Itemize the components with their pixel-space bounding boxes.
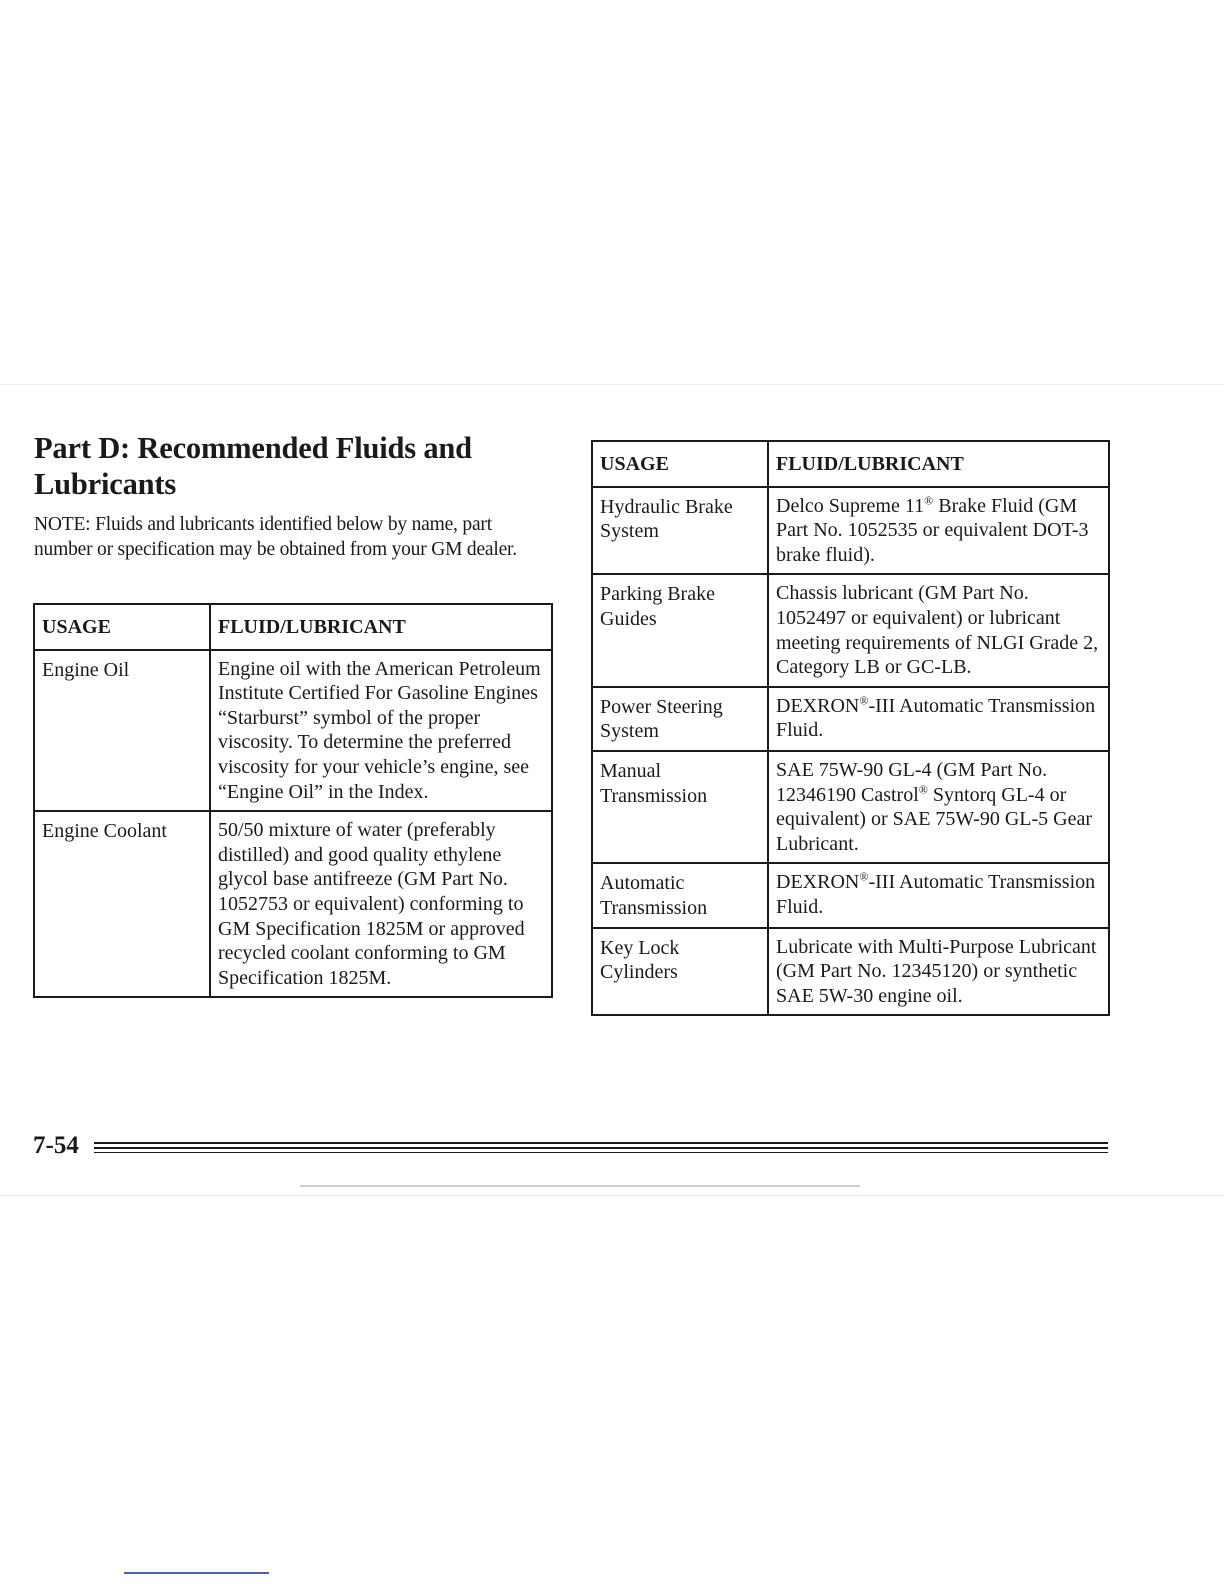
fluid-text: Syntorq GL-4 or equivalent) or SAE 75W-90 GL-5 Gear Lubricant. (776, 783, 1093, 855)
fluid-text: -III Automatic Transmission Fluid. (776, 871, 1096, 918)
fluid-text: -III Automatic Transmission Fluid. (776, 694, 1096, 742)
usage-cell: Parking Brake Guides (592, 574, 768, 686)
usage-cell: Hydraulic Brake System (592, 487, 768, 575)
footer-rule (94, 1142, 1108, 1144)
section-heading: Part D: Recommended Fluids and Lubricants (34, 431, 472, 501)
fluid-cell (768, 487, 1109, 575)
fluid-column-header: FLUID/LUBRICANT (210, 604, 552, 650)
note-paragraph: NOTE: Fluids and lubricants identified below by name, part number or specification may be obtained from your GM dealer. (34, 514, 517, 560)
fluid-text: Lubricate with Multi-Purpose Lubricant (GM Part No. 12345120) or synthetic SAE 5W-30 engine oil. (776, 935, 1097, 1007)
page-number: 7-54 (33, 1132, 79, 1159)
fluids-table-left (33, 603, 553, 998)
registered-mark: ® (924, 492, 934, 507)
fluid-text: DEXRON (776, 871, 860, 894)
fluid-column-header: FLUID/LUBRICANT (768, 441, 1109, 487)
usage-cell: Power Steering System (592, 687, 768, 751)
registered-mark: ® (859, 869, 869, 884)
table-header-row (592, 441, 1109, 487)
table-row (34, 811, 552, 997)
usage-cell: Key Lock Cylinders (592, 928, 768, 1016)
usage-cell: Engine Coolant (34, 811, 210, 997)
fluid-cell (768, 751, 1109, 863)
fluid-cell: Engine oil with the American Petroleum Institute Certified For Gasoline Engines “Starburst” symbol of the proper viscosity. To determine the preferred viscosity for your vehicle’s engine, see “Engine Oil” in the Index. (210, 650, 552, 812)
table-header-row (34, 604, 552, 650)
fluid-cell (768, 928, 1109, 1016)
fluid-text: DEXRON (776, 694, 860, 717)
table-row (592, 687, 1109, 751)
table-row (592, 751, 1109, 863)
usage-column-header: USAGE (34, 604, 210, 650)
fluid-text: SAE 75W-90 GL-4 (GM Part No. 12346190 Castrol (776, 758, 1048, 806)
fluid-cell: 50/50 mixture of water (preferably distilled) and good quality ethylene glycol base antifreeze (GM Part No. 1052753 or equivalent) conforming to GM Specification 1825M or approved recycled coolant conforming to GM Specification 1825M. (210, 811, 552, 997)
fluid-cell (768, 574, 1109, 686)
usage-column-header: USAGE (592, 441, 768, 487)
footer-rule (94, 1152, 1108, 1153)
page-edge-shadow (300, 1185, 860, 1187)
table-row (592, 574, 1109, 686)
fluid-cell (768, 687, 1109, 751)
footer-link-underline[interactable] (124, 1572, 269, 1574)
usage-cell: Engine Oil (34, 650, 210, 812)
fluid-cell (768, 863, 1109, 927)
fluid-text: Brake Fluid (GM Part No. 1052535 or equivalent DOT-3 brake fluid). (776, 494, 1089, 566)
table-row (592, 928, 1109, 1016)
registered-mark: ® (918, 781, 928, 796)
table-row (592, 863, 1109, 927)
registered-mark: ® (859, 693, 869, 708)
usage-cell: Automatic Transmission (592, 863, 768, 927)
fluid-text: Chassis lubricant (GM Part No. 1052497 or equivalent) or lubricant meeting requirements of NLGI Grade 2, Category LB or GC-LB. (776, 582, 1099, 679)
footer-rule (94, 1147, 1108, 1149)
fluid-text: Delco Supreme 11 (776, 494, 925, 517)
usage-cell: Manual Transmission (592, 751, 768, 863)
table-row (34, 650, 552, 812)
table-row (592, 487, 1109, 575)
fluids-table-right (591, 440, 1110, 1016)
